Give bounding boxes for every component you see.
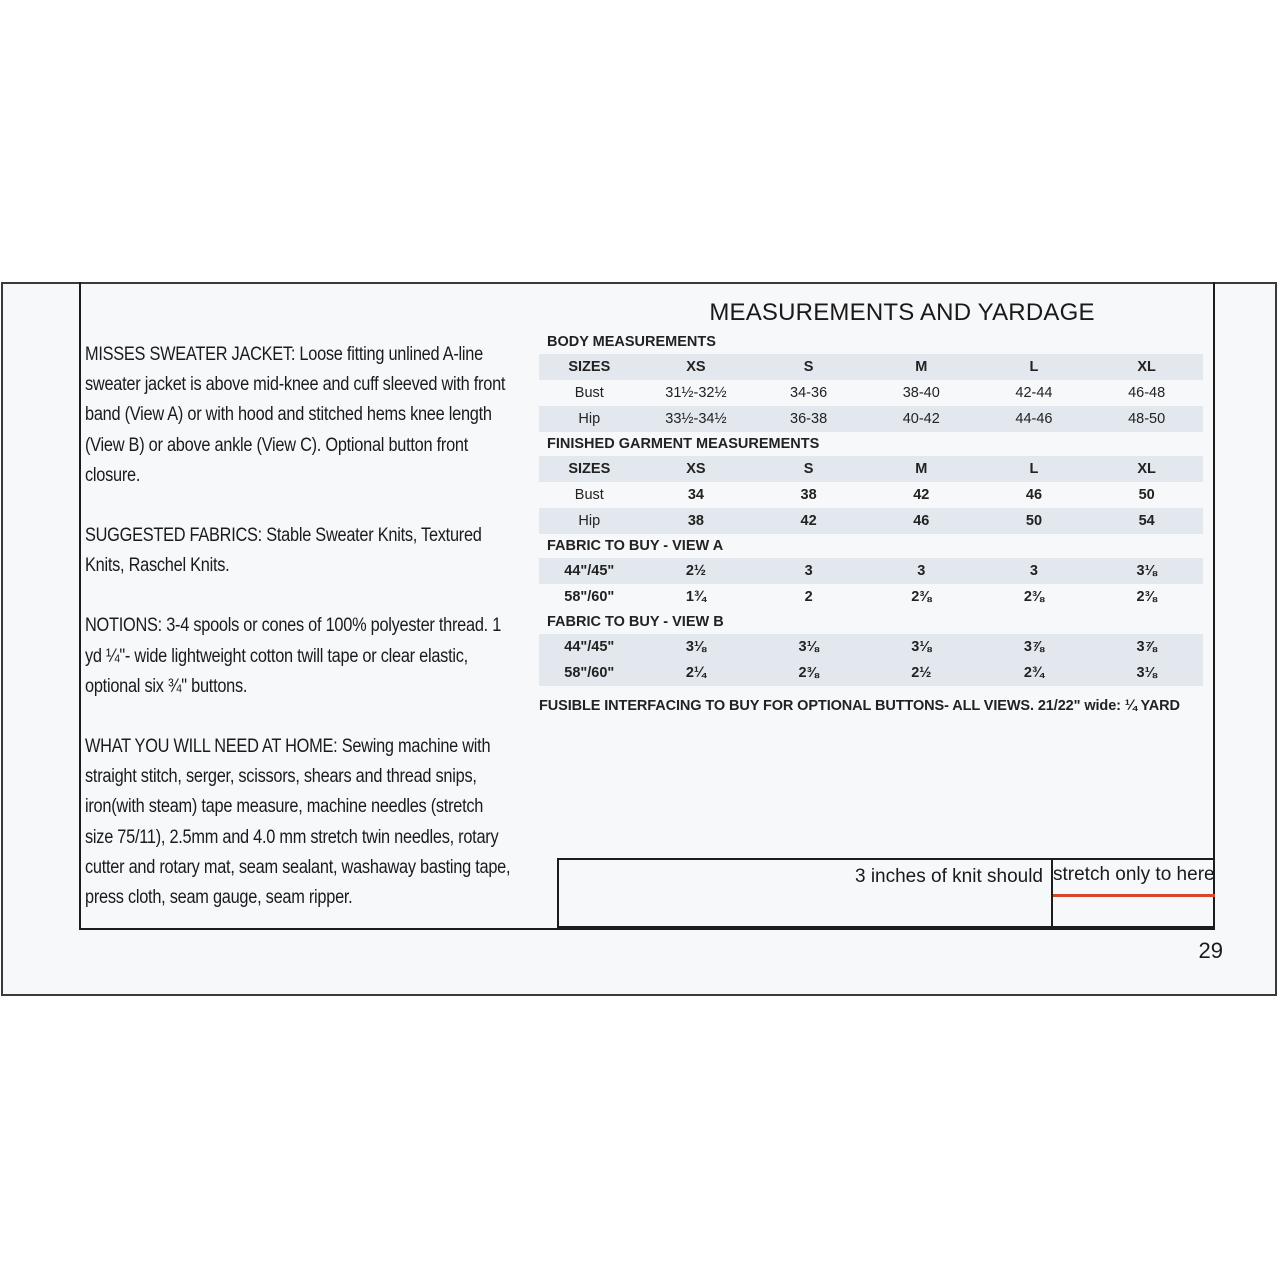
table-cell: 54 <box>1090 508 1203 534</box>
table-cell: 3⅛ <box>640 634 753 660</box>
table-cell: 48-50 <box>1090 406 1203 432</box>
home-label: WHAT YOU WILL NEED AT HOME: <box>85 736 338 758</box>
table-cell: 34-36 <box>790 385 828 401</box>
fusible-interfacing-note: FUSIBLE INTERFACING TO BUY FOR OPTIONAL BUTTONS- ALL VIEWS. 21/22" wide: ¼ YARD <box>539 698 1180 714</box>
body-measurements-table <box>539 354 1203 432</box>
measurements-column <box>539 296 1205 714</box>
content-box <box>79 282 1215 930</box>
table-row <box>539 406 1203 432</box>
description-text: Loose fitting unlined A-line sweater jacket is above mid-knee and cuff sleeved with front band (View A) or with hood and stitched hems knee length (View B) or above ankle (View C). Optional button front closure. <box>85 344 506 486</box>
notions-paragraph <box>85 611 515 702</box>
table-cell: Hip <box>539 508 640 534</box>
table-cell: 2½ <box>865 660 978 686</box>
table-row <box>539 380 1203 406</box>
stretch-gauge-target <box>1051 858 1215 928</box>
table-cell: 46-48 <box>1128 385 1166 401</box>
table-cell: 2⅜ <box>911 589 932 605</box>
table-cell: 38-40 <box>902 385 940 401</box>
table-cell: 3⅞ <box>1090 634 1203 660</box>
table-cell: 44-46 <box>978 406 1091 432</box>
page-number: 29 <box>1198 938 1223 963</box>
home-paragraph <box>85 732 515 913</box>
table-cell: 3⅛ <box>865 634 978 660</box>
table-cell: SIZES <box>539 456 640 482</box>
table-cell: 2⅜ <box>1023 589 1045 605</box>
finished-measurements-heading: FINISHED GARMENT MEASUREMENTS <box>547 436 820 452</box>
fabrics-label: SUGGESTED FABRICS: <box>85 525 262 547</box>
stretch-gauge-right-text: stretch only to here <box>1053 864 1215 885</box>
table-row <box>539 558 1203 584</box>
stretch-gauge-line <box>1053 894 1215 897</box>
notions-text: 3-4 spools or cones of 100% polyester thread. 1 yd ¼"- wide lightweight cotton twill tape or clear elastic, optional six ¾" buttons. <box>85 615 502 697</box>
table-cell: M <box>865 456 978 482</box>
view-a-heading: FABRIC TO BUY - VIEW A <box>547 538 724 554</box>
table-cell: 46 <box>865 508 978 534</box>
table-row <box>539 508 1203 534</box>
description-paragraph <box>85 340 515 491</box>
table-cell: 44"/45" <box>539 558 640 584</box>
table-cell: 38 <box>640 508 753 534</box>
page-title: MEASUREMENTS AND YARDAGE <box>709 299 1095 326</box>
table-cell: 44"/45" <box>539 634 640 660</box>
table-cell: Bust <box>574 487 604 503</box>
table-cell: 3 <box>978 558 1091 584</box>
page-frame <box>1 282 1277 996</box>
table-cell: M <box>865 354 978 380</box>
stretch-gauge-box <box>557 858 1215 928</box>
table-cell: 1¾ <box>685 589 707 605</box>
table-cell: 2⅜ <box>1136 589 1157 605</box>
table-cell: 36-38 <box>752 406 865 432</box>
stretch-gauge-left-text: 3 inches of knit should <box>854 866 1043 887</box>
table-header-row <box>539 354 1203 380</box>
table-cell: XS <box>640 456 753 482</box>
table-cell: L <box>978 354 1091 380</box>
home-text: Sewing machine with straight stitch, serger, scissors, shears and thread snips, iron(with steam) tape measure, machine needles (stretch size 75/11), 2.5mm and 4.0 mm stretch twin needles, rotary cutter and rotary mat, seam sealant, washaway basting tape, press cloth, seam gauge, seam ripper. <box>85 736 511 909</box>
table-row <box>539 634 1203 660</box>
fabrics-paragraph <box>85 521 515 581</box>
fabrics-text: Stable Sweater Knits, Textured Knits, Raschel Knits. <box>85 525 482 577</box>
table-cell: 42 <box>752 508 865 534</box>
table-cell: 58"/60" <box>539 660 640 686</box>
view-a-table <box>539 558 1203 610</box>
table-cell: 3 <box>752 558 865 584</box>
table-cell: 50 <box>1138 487 1155 503</box>
table-cell: L <box>978 456 1091 482</box>
table-cell: 3 <box>865 558 978 584</box>
table-row <box>539 660 1203 686</box>
table-cell: XL <box>1090 456 1203 482</box>
table-cell: 58"/60" <box>564 589 615 605</box>
view-b-heading: FABRIC TO BUY - VIEW B <box>547 614 724 630</box>
view-b-table <box>539 634 1203 686</box>
table-cell: SIZES <box>539 354 640 380</box>
body-measurements-heading: BODY MEASUREMENTS <box>547 334 716 350</box>
table-cell: 2½ <box>640 558 753 584</box>
table-header-row <box>539 456 1203 482</box>
table-cell: 3⅞ <box>978 634 1091 660</box>
table-cell: 3⅛ <box>1090 660 1203 686</box>
table-cell: XS <box>640 354 753 380</box>
table-cell: XL <box>1090 354 1203 380</box>
table-cell: 3⅛ <box>752 634 865 660</box>
pattern-description-column <box>85 340 515 943</box>
description-label: MISSES SWEATER JACKET: <box>85 344 296 365</box>
table-cell: 46 <box>1025 487 1043 503</box>
table-cell: 40-42 <box>865 406 978 432</box>
table-cell: 2 <box>804 589 813 605</box>
table-cell: 2¾ <box>978 660 1091 686</box>
table-cell: 34 <box>687 487 704 503</box>
table-row <box>539 482 1203 508</box>
table-cell: S <box>752 456 865 482</box>
notions-label: NOTIONS: <box>85 615 162 637</box>
table-cell: 3⅛ <box>1090 558 1203 584</box>
table-cell: Bust <box>574 385 604 401</box>
table-cell: 38 <box>800 487 817 503</box>
table-cell: 31½-32½ <box>665 385 727 401</box>
table-cell: 50 <box>978 508 1091 534</box>
table-cell: S <box>752 354 865 380</box>
finished-measurements-table <box>539 456 1203 534</box>
table-row <box>539 584 1203 610</box>
table-cell: Hip <box>539 406 640 432</box>
table-cell: 2⅜ <box>752 660 865 686</box>
table-cell: 42-44 <box>1015 385 1053 401</box>
table-cell: 42 <box>913 487 930 503</box>
table-cell: 2¼ <box>640 660 753 686</box>
table-cell: 33½-34½ <box>640 406 753 432</box>
